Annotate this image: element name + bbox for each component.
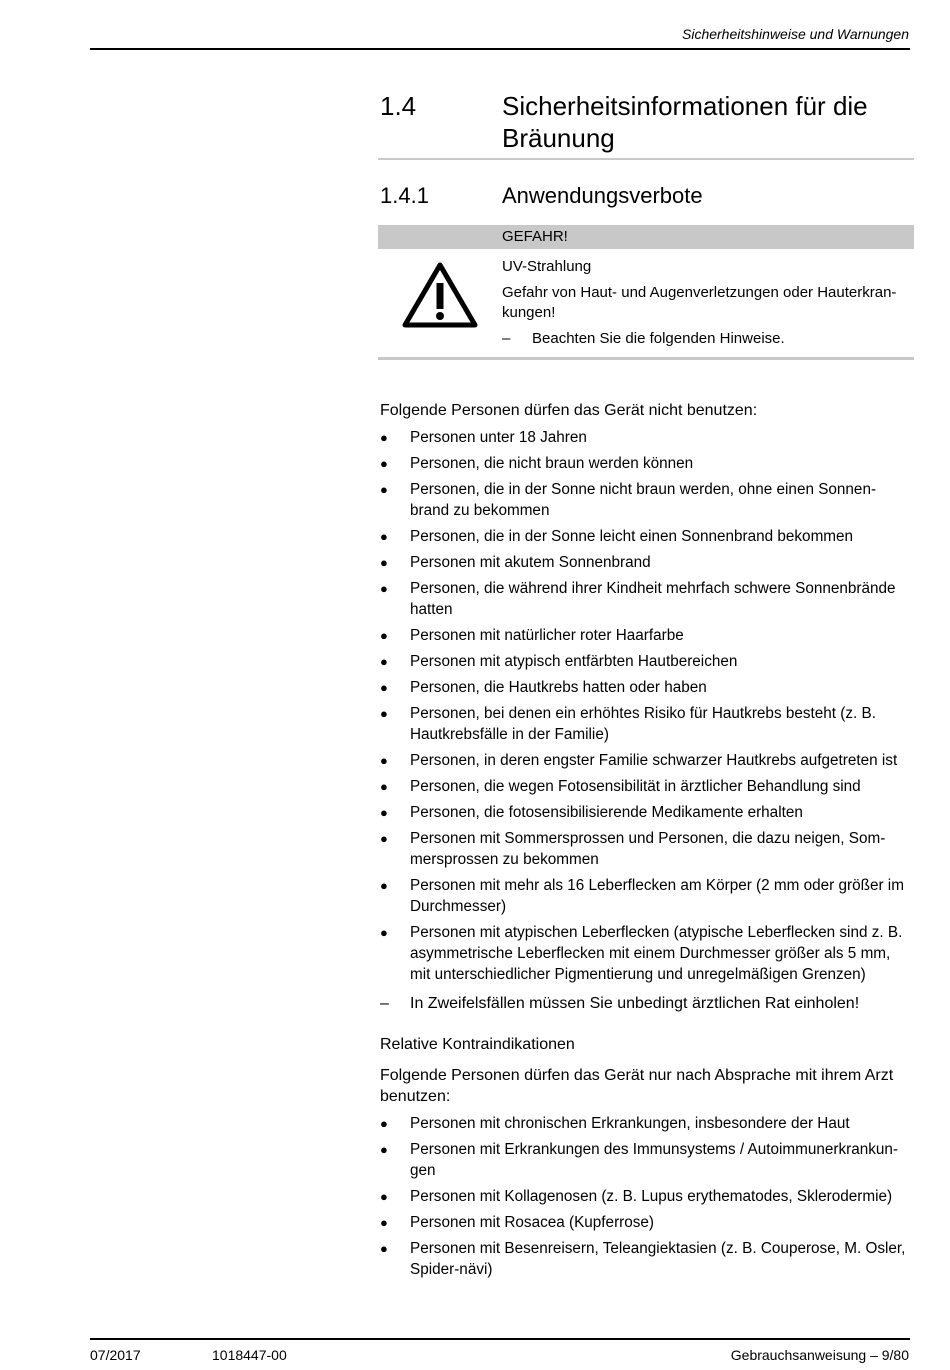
list-item-text: Personen mit Erkrankungen des Immunsystems / Autoimmunerkrankun-gen (410, 1141, 899, 1179)
relative-heading: Relative Kontraindikationen (380, 1036, 575, 1053)
list-item-text: Personen, die fotosensibilisierende Medikamente erhalten (410, 804, 803, 821)
list-item (378, 578, 914, 620)
bullet-icon: ● (380, 456, 388, 471)
doubt-note (378, 993, 914, 1014)
danger-action-dash: – (502, 330, 511, 347)
list-item (378, 703, 914, 745)
list-item-text: Personen, bei denen ein erhöhtes Risiko für Hautkrebs besteht (z. B. Hautkrebsfälle in der Familie) (410, 705, 876, 743)
list-item-text: Personen, in deren engster Familie schwarzer Hautkrebs aufgetreten ist (410, 752, 898, 769)
bullet-icon: ● (380, 878, 388, 893)
bullet-icon: ● (380, 831, 388, 846)
danger-body (378, 249, 914, 357)
bullet-icon: ● (380, 753, 388, 768)
danger-consequence: Gefahr von Haut- und Augenverletzungen oder Hauterkran-kungen! (502, 284, 897, 321)
bullet-icon: ● (380, 482, 388, 497)
list-item-text: Personen mit Kollagenosen (z. B. Lupus erythematodes, Sklerodermie) (410, 1188, 893, 1205)
danger-text (502, 257, 914, 349)
list-item (378, 750, 914, 771)
list-item (378, 526, 914, 547)
bullet-icon: ● (380, 680, 388, 695)
page-content (378, 90, 914, 1285)
list-item-text: Personen mit natürlicher roter Haarfarbe (410, 627, 684, 644)
bullet-icon: ● (380, 1189, 388, 1204)
bullet-icon: ● (380, 1116, 388, 1131)
bullet-icon: ● (380, 581, 388, 596)
danger-signal-word: GEFAHR! (378, 225, 914, 249)
list-item-text: Personen mit atypisch entfärbten Hautbereichen (410, 653, 738, 670)
list-item (378, 427, 914, 448)
running-header: Sicherheitshinweise und Warnungen (682, 26, 909, 42)
list-item-text: Personen, die wegen Fotosensibilität in ärztlicher Behandlung sind (410, 778, 861, 795)
list-item (378, 651, 914, 672)
list-item-text: Personen mit mehr als 16 Leberflecken am Körper (2 mm oder größer im Durchmesser) (410, 877, 904, 915)
list-item (378, 552, 914, 573)
list-item-text: Personen mit atypischen Leberflecken (atypische Leberflecken sind z. B. asymmetrische Leberflecken mit einem Durchmesser größer als 5 mm, mit unterschiedlicher Pigmentierung und unregelmäßigen Grenzen) (410, 924, 903, 983)
section-heading (378, 90, 914, 160)
footer-doc-number: 1018447-00 (212, 1347, 287, 1363)
list-item-text: Personen mit Besenreisern, Teleangiektasien (z. B. Couperose, M. Osler, Spider-nävi) (410, 1240, 906, 1278)
list-item-text: Personen mit chronischen Erkrankungen, insbesondere der Haut (410, 1115, 850, 1132)
bullet-icon: ● (380, 779, 388, 794)
list-item (378, 1139, 914, 1181)
list-item-text: Personen, die in der Sonne nicht braun werden, ohne einen Sonnen-brand zu bekommen (410, 481, 877, 519)
bullet-icon: ● (380, 925, 388, 940)
prohibited-list (378, 427, 914, 985)
list-item (378, 1238, 914, 1280)
bullet-icon: ● (380, 1142, 388, 1157)
bullet-icon: ● (380, 654, 388, 669)
list-item (378, 922, 914, 985)
list-item-text: Personen, die während ihrer Kindheit mehrfach schwere Sonnenbrände hatten (410, 580, 896, 618)
doubt-note-text: In Zweifelsfällen müssen Sie unbedingt ärztlichen Rat einholen! (410, 995, 860, 1012)
list-item-text: Personen, die nicht braun werden können (410, 455, 694, 472)
list-item (378, 1186, 914, 1207)
list-item-text: Personen mit Rosacea (Kupferrose) (410, 1214, 655, 1231)
list-item (378, 1212, 914, 1233)
bullet-icon: ● (380, 628, 388, 643)
bullet-icon: ● (380, 805, 388, 820)
list-item (378, 1113, 914, 1134)
warning-triangle-icon (378, 257, 502, 349)
danger-action-text: Beachten Sie die folgenden Hinweise. (532, 330, 785, 347)
bullet-icon: ● (380, 555, 388, 570)
bullet-icon: ● (380, 430, 388, 445)
list-item (378, 453, 914, 474)
relative-list (378, 1113, 914, 1280)
bullet-icon: ● (380, 1241, 388, 1256)
header-rule (90, 48, 910, 50)
subsection-heading (378, 182, 914, 210)
footer-rule (90, 1338, 910, 1340)
list-item (378, 776, 914, 797)
list-item (378, 802, 914, 823)
relative-intro: Folgende Personen dürfen das Gerät nur nach Absprache mit ihrem Arzt benutzen: (380, 1067, 894, 1105)
bullet-icon: ● (380, 1215, 388, 1230)
list-item-text: Personen, die in der Sonne leicht einen Sonnenbrand bekommen (410, 528, 854, 545)
list-item (378, 625, 914, 646)
list-item-text: Personen unter 18 Jahren (410, 429, 587, 446)
section-number: 1.4 (380, 91, 417, 121)
list-item (378, 677, 914, 698)
list-item (378, 479, 914, 521)
danger-hazard: UV-Strahlung (502, 258, 592, 275)
list-item (378, 875, 914, 917)
doubt-note-dash: – (380, 995, 389, 1012)
subsection-number: 1.4.1 (380, 183, 429, 208)
list-item-text: Personen mit Sommersprossen und Personen, die dazu neigen, Som-mersprossen zu bekommen (410, 830, 886, 868)
bullet-icon: ● (380, 706, 388, 721)
subsection-title: Anwendungsverbote (502, 183, 703, 208)
bullet-icon: ● (380, 529, 388, 544)
danger-box (378, 225, 914, 360)
section-title: Sicherheitsinformationen für die Bräunung (502, 91, 868, 153)
list-item-text: Personen mit akutem Sonnenbrand (410, 554, 651, 571)
list-item (378, 828, 914, 870)
list-item-text: Personen, die Hautkrebs hatten oder haben (410, 679, 707, 696)
prohibited-intro: Folgende Personen dürfen das Gerät nicht benutzen: (380, 402, 758, 419)
footer-date: 07/2017 (90, 1347, 141, 1363)
footer-page: Gebrauchsanweisung – 9/80 (730, 1347, 909, 1363)
danger-action (502, 329, 914, 349)
